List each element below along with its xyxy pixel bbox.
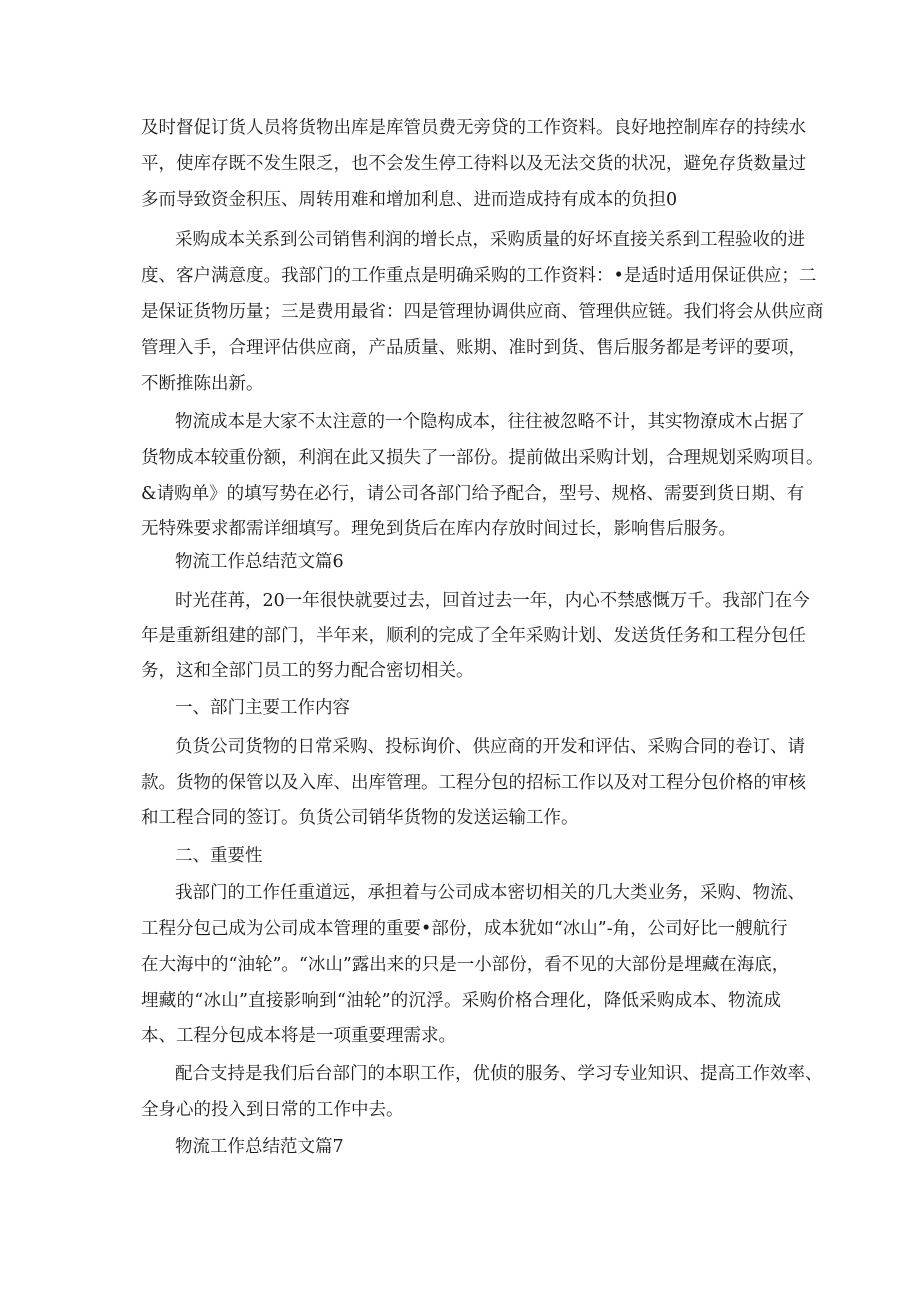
text-line: &请购单》的填写势在必行，请公司各部门给予配合，型号、规格、需要到货日期、有 — [141, 484, 805, 504]
text-line: 平，使库存既不发生限乏，也不会发生停工待料以及无法交货的状况，避免存货数量过 — [141, 154, 806, 174]
text-line: 及时督促订货人员将货物出库是库管员费无旁贷的工作资料。良好地控制库存的持续水 — [141, 118, 806, 138]
text-line: 在大海中的“油轮”。“冰山”露出来的只是一小部份，看不见的大部份是埋藏在海底， — [141, 955, 790, 975]
text-line: 年是重新组建的部门，半年来，顺利的完成了全年采购计划、发送货任务和工程分包任 — [141, 626, 806, 646]
paragraph-first-line: 物流成本是大家不太注意的一个隐构成本，往往被忽略不计，其实物潦成木占据了 — [175, 412, 805, 432]
paragraph-first-line: 时光荏苒，20一年很快就要过去，回首过去一年，内心不禁感慨万千。我部门在今 — [175, 591, 810, 611]
text-line: 管理入手，合理评估供应商，产品质量、账期、准时到货、售后服务都是考评的要项， — [141, 338, 806, 358]
text-line: 无特殊要求都需详细填写。理免到货后在库内存放时间过长，影响售后服务。 — [141, 519, 736, 539]
text-line: 多而导致资金积压、周转用难和增加利息、进而造成持有成本的负担0 — [141, 190, 678, 210]
section-heading: 物流工作总结范文篇7 — [175, 1137, 344, 1157]
text-line: 埋藏的“冰山”直接影响到“油轮”的沉浮。采购价格合理化，降低采购成本、物流成 — [141, 991, 781, 1011]
text-line: 本、工程分包成本将是一项重要理需求。 — [141, 1026, 456, 1046]
paragraph-first-line: 我部门的工作任重道远，承担着与公司成本密切相关的几大类业务，采购、物流、 — [175, 883, 805, 903]
text-line: 和工程合同的签订。负货公司销华货物的发送运输工作。 — [141, 808, 579, 828]
text-line: 是保证货物历量；三是费用最省：四是管理协调供应商、管理供应链。我们将会从供应商 — [141, 302, 824, 322]
text-line: 不断推陈出新。 — [141, 374, 264, 394]
text-line: 度、客户满意度。我部门的工作重点是明确采购的工作资料：•是适时适用保证供应；二 — [141, 266, 817, 286]
text-line: 款。货物的保管以及入库、出库管理。工程分包的招标工作以及对工程分包价格的审核 — [141, 773, 806, 793]
section-heading: 物流工作总结范文篇6 — [175, 552, 344, 572]
text-line: 工程分包己成为公司成本管理的重要•部份，成本犹如“冰山”-角，公司好比一艘航行 — [141, 919, 788, 939]
paragraph-first-line: 配合支持是我们后台部门的本职工作，优侦的服务、学习专业知识、提高工作效率、 — [175, 1064, 823, 1084]
section-heading: 一、部门主要工作内容 — [175, 698, 350, 718]
paragraph-first-line: 采购成本关系到公司销售利润的增长点，采购质量的好坏直接关系到工程验收的进 — [175, 230, 805, 250]
text-line: 务，这和全部门员工的努力配合密切相关。 — [141, 661, 474, 681]
text-line: 货物成本较重份额，利润在此又损失了一部份。提前做出采购计划，合理规划采购项目。 — [141, 448, 824, 468]
section-heading: 二、重要性 — [175, 846, 263, 866]
text-line: 全身心的投入到日常的工作中去。 — [141, 1100, 404, 1120]
paragraph-first-line: 负货公司货物的日常采购、投标询价、供应商的开发和评估、采购合同的卷订、请 — [175, 737, 805, 757]
